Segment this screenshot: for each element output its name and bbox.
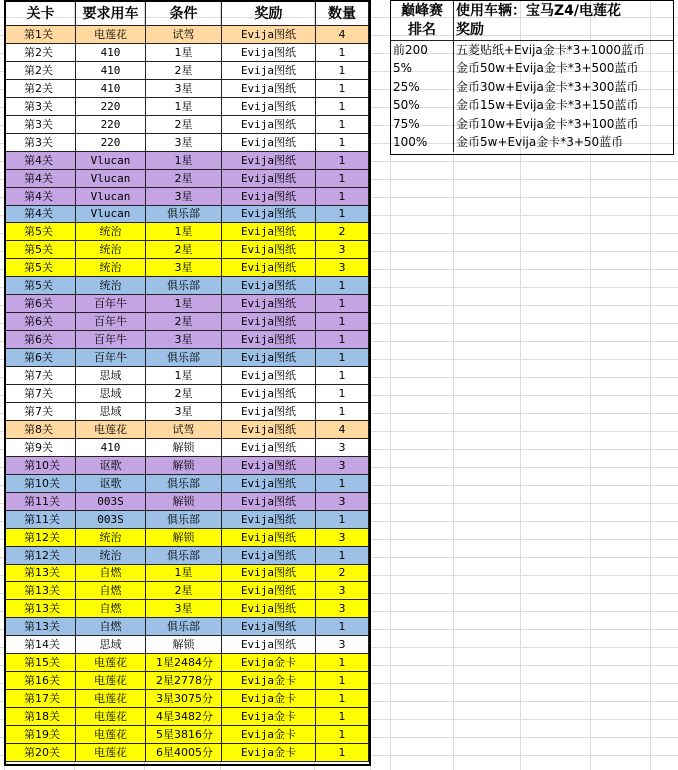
cell-quantity: 1: [316, 475, 369, 493]
cell-car: 自燃: [76, 600, 146, 618]
cell-reward: Evija图纸: [222, 403, 316, 421]
cell-car: 003S: [76, 511, 146, 529]
cell-condition: 俱乐部: [146, 547, 222, 565]
cell-level: 第4关: [6, 170, 76, 188]
cell-reward: Evija图纸: [222, 600, 316, 618]
cell-condition: 2星: [146, 241, 222, 259]
cell-car: 410: [76, 80, 146, 98]
cell-condition: 1星: [146, 295, 222, 313]
cell-quantity: 1: [316, 331, 369, 349]
cell-condition: 2星: [146, 116, 222, 134]
cell-condition: 1星2484分: [146, 654, 222, 672]
cell-condition: 解锁: [146, 457, 222, 475]
cell-reward: Evija金卡: [222, 744, 316, 762]
cell-peak-reward: 金币5w+Evija金卡*3+50蓝币: [456, 135, 624, 149]
cell-peak-reward: 金币50w+Evija金卡*3+500蓝币: [456, 61, 639, 75]
cell-condition: 3星: [146, 80, 222, 98]
header-quantity: 数量: [316, 2, 369, 26]
peak-header-vehicle: 使用车辆：宝马Z4/电莲花: [456, 3, 622, 19]
cell-condition: 3星: [146, 134, 222, 152]
cell-reward: Evija图纸: [222, 565, 316, 582]
cell-quantity: 1: [316, 44, 369, 62]
cell-rank: 75%: [391, 115, 454, 134]
cell-condition: 俱乐部: [146, 618, 222, 636]
cell-condition: 1星: [146, 367, 222, 385]
cell-condition: 2星2778分: [146, 672, 222, 690]
cell-peak-reward: 五菱贴纸+Evija金卡*3+1000蓝币: [456, 43, 645, 57]
cell-quantity: 3: [316, 600, 369, 618]
cell-reward: Evija图纸: [222, 152, 316, 170]
cell-reward: Evija图纸: [222, 116, 316, 134]
cell-car: 电莲花: [76, 26, 146, 44]
cell-car: 思域: [76, 636, 146, 654]
cell-reward: Evija图纸: [222, 349, 316, 367]
cell-level: 第19关: [6, 726, 76, 744]
cell-condition: 解锁: [146, 439, 222, 457]
cell-car: 220: [76, 134, 146, 152]
cell-car: 讴歌: [76, 475, 146, 493]
cell-reward: Evija图纸: [222, 618, 316, 636]
cell-level: 第6关: [6, 313, 76, 331]
cell-level: 第7关: [6, 385, 76, 403]
cell-level: 第2关: [6, 62, 76, 80]
cell-condition: 1星: [146, 98, 222, 116]
cell-quantity: 1: [316, 206, 369, 223]
cell-quantity: 1: [316, 313, 369, 331]
cell-reward: Evija图纸: [222, 80, 316, 98]
cell-quantity: 2: [316, 565, 369, 582]
cell-quantity: 1: [316, 152, 369, 170]
cell-condition: 3星3075分: [146, 690, 222, 708]
cell-level: 第12关: [6, 547, 76, 565]
cell-level: 第9关: [6, 439, 76, 457]
cell-reward: Evija图纸: [222, 331, 316, 349]
cell-quantity: 1: [316, 403, 369, 421]
cell-condition: 俱乐部: [146, 349, 222, 367]
cell-car: Vlucan: [76, 152, 146, 170]
cell-quantity: 1: [316, 188, 369, 206]
cell-quantity: 3: [316, 529, 369, 547]
cell-car: 电莲花: [76, 690, 146, 708]
cell-car: 百年牛: [76, 295, 146, 313]
cell-car: 统治: [76, 277, 146, 295]
cell-reward: Evija图纸: [222, 313, 316, 331]
cell-level: 第13关: [6, 565, 76, 582]
cell-quantity: 1: [316, 385, 369, 403]
cell-reward: Evija图纸: [222, 582, 316, 600]
cell-car: Vlucan: [76, 170, 146, 188]
cell-reward: Evija图纸: [222, 457, 316, 475]
cell-car: 220: [76, 116, 146, 134]
cell-car: 自燃: [76, 582, 146, 600]
cell-quantity: 1: [316, 726, 369, 744]
cell-level: 第11关: [6, 511, 76, 529]
cell-level: 第5关: [6, 241, 76, 259]
cell-quantity: 3: [316, 259, 369, 277]
cell-rank: 25%: [391, 78, 454, 97]
cell-car: 电莲花: [76, 708, 146, 726]
cell-level: 第10关: [6, 457, 76, 475]
cell-quantity: 3: [316, 439, 369, 457]
cell-car: 思域: [76, 367, 146, 385]
peak-header-reward: 奖励: [454, 21, 673, 41]
cell-level: 第2关: [6, 80, 76, 98]
cell-quantity: 1: [316, 170, 369, 188]
cell-quantity: 1: [316, 511, 369, 529]
cell-car: Vlucan: [76, 188, 146, 206]
cell-car: 410: [76, 44, 146, 62]
cell-quantity: 1: [316, 80, 369, 98]
cell-level: 第6关: [6, 295, 76, 313]
cell-condition: 5星3816分: [146, 726, 222, 744]
header-required-car: 要求用车: [76, 2, 146, 26]
cell-level: 第5关: [6, 277, 76, 295]
cell-reward: Evija图纸: [222, 98, 316, 116]
peak-header-rank-line1: 巅峰赛: [391, 1, 454, 21]
cell-condition: 1星: [146, 565, 222, 582]
cell-level: 第5关: [6, 259, 76, 277]
cell-quantity: 4: [316, 26, 369, 44]
cell-level: 第1关: [6, 26, 76, 44]
cell-level: 第13关: [6, 618, 76, 636]
cell-reward: Evija图纸: [222, 62, 316, 80]
cell-level: 第15关: [6, 654, 76, 672]
cell-quantity: 2: [316, 223, 369, 241]
cell-quantity: 3: [316, 457, 369, 475]
peak-race-table: [390, 0, 674, 155]
header-level: 关卡: [6, 2, 76, 26]
cell-quantity: 1: [316, 277, 369, 295]
cell-condition: 试驾: [146, 26, 222, 44]
cell-car: 思域: [76, 385, 146, 403]
cell-reward: Evija图纸: [222, 134, 316, 152]
cell-reward: Evija图纸: [222, 188, 316, 206]
cell-car: 003S: [76, 493, 146, 511]
cell-reward: Evija金卡: [222, 672, 316, 690]
cell-quantity: 1: [316, 744, 369, 762]
cell-quantity: 1: [316, 547, 369, 565]
cell-condition: 俱乐部: [146, 206, 222, 223]
cell-level: 第13关: [6, 582, 76, 600]
cell-condition: 1星: [146, 223, 222, 241]
cell-level: 第5关: [6, 223, 76, 241]
cell-reward: Evija金卡: [222, 708, 316, 726]
cell-reward: Evija图纸: [222, 206, 316, 223]
cell-condition: 1星: [146, 152, 222, 170]
cell-quantity: 4: [316, 421, 369, 439]
cell-condition: 解锁: [146, 529, 222, 547]
cell-reward: Evija图纸: [222, 421, 316, 439]
cell-car: 百年牛: [76, 313, 146, 331]
cell-reward: Evija图纸: [222, 547, 316, 565]
cell-rank: 5%: [391, 60, 454, 78]
cell-reward: Evija图纸: [222, 367, 316, 385]
cell-car: 统治: [76, 529, 146, 547]
cell-car: 410: [76, 62, 146, 80]
cell-level: 第11关: [6, 493, 76, 511]
cell-condition: 2星: [146, 582, 222, 600]
cell-level: 第4关: [6, 188, 76, 206]
cell-reward: Evija图纸: [222, 44, 316, 62]
cell-reward: Evija图纸: [222, 493, 316, 511]
cell-quantity: 3: [316, 582, 369, 600]
cell-condition: 4星3482分: [146, 708, 222, 726]
cell-car: 百年牛: [76, 349, 146, 367]
cell-quantity: 1: [316, 672, 369, 690]
cell-car: 统治: [76, 241, 146, 259]
cell-condition: 俱乐部: [146, 511, 222, 529]
cell-rank: 100%: [391, 134, 454, 152]
cell-condition: 2星: [146, 170, 222, 188]
cell-level: 第13关: [6, 600, 76, 618]
cell-reward: Evija金卡: [222, 654, 316, 672]
cell-reward: Evija图纸: [222, 170, 316, 188]
cell-car: 自燃: [76, 565, 146, 582]
cell-car: Vlucan: [76, 206, 146, 223]
cell-car: 电莲花: [76, 672, 146, 690]
cell-reward: Evija图纸: [222, 385, 316, 403]
header-condition: 条件: [146, 2, 222, 26]
cell-quantity: 1: [316, 98, 369, 116]
cell-level: 第7关: [6, 367, 76, 385]
cell-level: 第7关: [6, 403, 76, 421]
cell-quantity: 1: [316, 654, 369, 672]
cell-condition: 3星: [146, 188, 222, 206]
cell-level: 第10关: [6, 475, 76, 493]
cell-car: 百年牛: [76, 331, 146, 349]
cell-level: 第18关: [6, 708, 76, 726]
cell-condition: 3星: [146, 331, 222, 349]
cell-car: 410: [76, 439, 146, 457]
cell-condition: 3星: [146, 403, 222, 421]
cell-quantity: 1: [316, 116, 369, 134]
cell-reward: Evija图纸: [222, 26, 316, 44]
cell-car: 统治: [76, 223, 146, 241]
cell-car: 电莲花: [76, 421, 146, 439]
cell-level: 第3关: [6, 98, 76, 116]
cell-reward: Evija图纸: [222, 511, 316, 529]
cell-condition: 2星: [146, 385, 222, 403]
cell-level: 第2关: [6, 44, 76, 62]
cell-reward: Evija图纸: [222, 223, 316, 241]
cell-car: 思域: [76, 403, 146, 421]
cell-condition: 俱乐部: [146, 277, 222, 295]
cell-rank: 50%: [391, 97, 454, 115]
cell-condition: 试驾: [146, 421, 222, 439]
cell-reward: Evija金卡: [222, 690, 316, 708]
peak-header-rank-line2: 排名: [391, 21, 454, 41]
cell-car: 统治: [76, 259, 146, 277]
cell-quantity: 3: [316, 493, 369, 511]
level-rewards-table: [4, 0, 371, 766]
cell-car: 自燃: [76, 618, 146, 636]
cell-quantity: 3: [316, 636, 369, 654]
cell-level: 第6关: [6, 331, 76, 349]
cell-peak-reward: 金币15w+Evija金卡*3+150蓝币: [456, 98, 639, 112]
cell-condition: 解锁: [146, 636, 222, 654]
cell-condition: 俱乐部: [146, 475, 222, 493]
cell-quantity: 3: [316, 241, 369, 259]
header-reward: 奖励: [222, 2, 316, 26]
cell-level: 第17关: [6, 690, 76, 708]
cell-level: 第4关: [6, 152, 76, 170]
cell-condition: 解锁: [146, 493, 222, 511]
cell-quantity: 1: [316, 295, 369, 313]
cell-level: 第3关: [6, 134, 76, 152]
cell-level: 第20关: [6, 744, 76, 762]
cell-quantity: 1: [316, 349, 369, 367]
cell-condition: 2星: [146, 62, 222, 80]
cell-condition: 2星: [146, 313, 222, 331]
cell-car: 电莲花: [76, 654, 146, 672]
cell-level: 第6关: [6, 349, 76, 367]
cell-level: 第14关: [6, 636, 76, 654]
cell-reward: Evija金卡: [222, 726, 316, 744]
cell-quantity: 1: [316, 708, 369, 726]
cell-condition: 6星4005分: [146, 744, 222, 762]
cell-level: 第16关: [6, 672, 76, 690]
cell-quantity: 1: [316, 690, 369, 708]
cell-car: 电莲花: [76, 726, 146, 744]
cell-car: 讴歌: [76, 457, 146, 475]
cell-level: 第8关: [6, 421, 76, 439]
cell-peak-reward: 金币10w+Evija金卡*3+100蓝币: [456, 117, 639, 131]
cell-level: 第4关: [6, 206, 76, 223]
cell-rank: 前200: [391, 41, 454, 60]
cell-reward: Evija图纸: [222, 529, 316, 547]
cell-reward: Evija图纸: [222, 439, 316, 457]
cell-reward: Evija图纸: [222, 259, 316, 277]
cell-reward: Evija图纸: [222, 295, 316, 313]
cell-quantity: 1: [316, 62, 369, 80]
cell-level: 第12关: [6, 529, 76, 547]
cell-car: 统治: [76, 547, 146, 565]
cell-reward: Evija图纸: [222, 277, 316, 295]
cell-level: 第3关: [6, 116, 76, 134]
cell-condition: 3星: [146, 600, 222, 618]
cell-car: 电莲花: [76, 744, 146, 762]
cell-condition: 3星: [146, 259, 222, 277]
cell-reward: Evija图纸: [222, 636, 316, 654]
cell-reward: Evija图纸: [222, 241, 316, 259]
cell-quantity: 1: [316, 367, 369, 385]
cell-peak-reward: 金币30w+Evija金卡*3+300蓝币: [456, 80, 639, 94]
cell-condition: 1星: [146, 44, 222, 62]
cell-quantity: 1: [316, 134, 369, 152]
cell-car: 220: [76, 98, 146, 116]
cell-reward: Evija图纸: [222, 475, 316, 493]
cell-quantity: 1: [316, 618, 369, 636]
